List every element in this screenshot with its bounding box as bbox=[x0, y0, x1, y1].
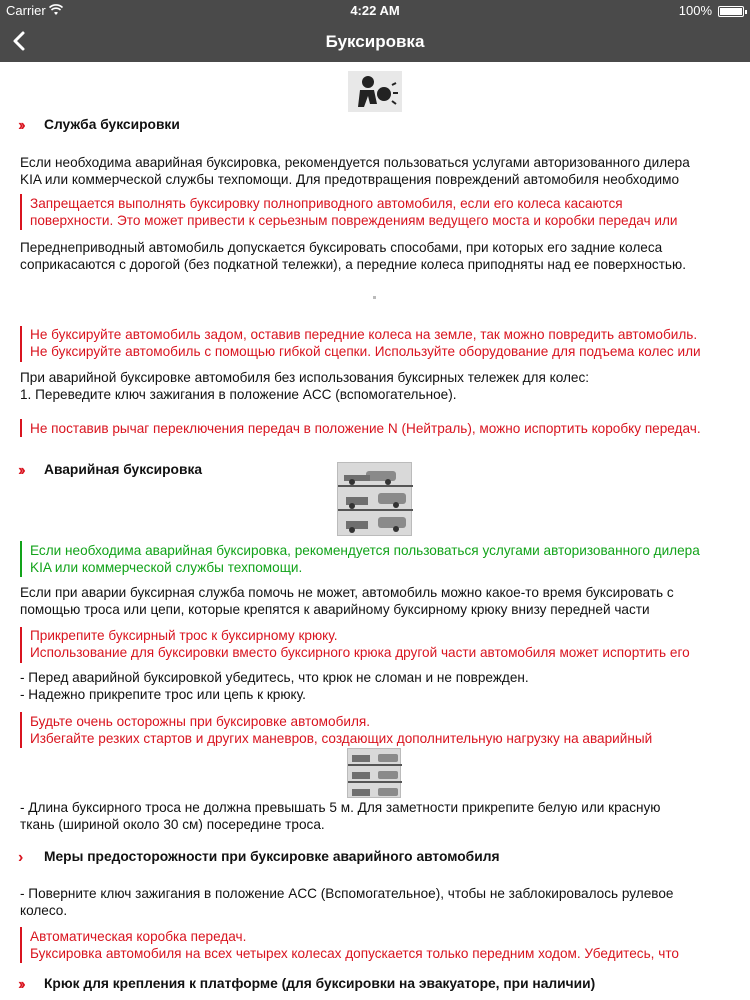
double-chevron-icon: ›› bbox=[18, 976, 23, 993]
section-heading-precautions: › Меры предосторожности при буксировке аварийного автомобиля bbox=[18, 849, 500, 866]
warning-bar bbox=[20, 927, 22, 963]
warning-bar bbox=[20, 627, 22, 663]
tow-truck-illustration bbox=[337, 462, 412, 536]
status-bar bbox=[0, 0, 750, 22]
navigation-bar bbox=[0, 22, 750, 62]
warning-tow-hook: Прикрепите буксирный трос к буксирному крюку. Использование для буксировки вместо буксирного крюка другой части автомобиля может испортить его bbox=[30, 628, 690, 660]
warning-bar bbox=[20, 712, 22, 748]
carrier-label: Carrier bbox=[6, 3, 46, 18]
note-emergency-towing: Если необходима аварийная буксировка, рекомендуется пользоваться услугами авторизованного дилера KIA или коммерческой службы техпомощи. bbox=[30, 543, 700, 575]
double-chevron-icon: ›› bbox=[18, 462, 23, 479]
article-content[interactable] bbox=[0, 62, 750, 1000]
status-time: 4:22 AM bbox=[350, 3, 400, 18]
battery-icon bbox=[718, 6, 744, 17]
precautions-text: - Поверните ключ зажигания в положение ACC (Вспомогательное), чтобы не заблокировалось рулевое колесо. bbox=[20, 886, 674, 918]
tow-hook-checklist: - Перед аварийной буксировкой убедитесь, что крюк не сломан и не поврежден. - Надежно прикрепите трос или цепь к крюку. bbox=[20, 670, 529, 702]
warning-bar bbox=[20, 194, 22, 230]
battery-percent: 100% bbox=[678, 3, 712, 18]
warning-rear-towing: Не буксируйте автомобиль задом, оставив передние колеса на земле, так можно повредить автомобиль. Не буксируйте автомобиль с помощью гибкой сцепки. Используйте оборудование для подъема колес или bbox=[30, 327, 701, 359]
warning-bar bbox=[20, 326, 22, 362]
towing-service-intro: Если необходима аварийная буксировка, рекомендуется пользоваться услугами авторизованного дилера KIA или коммерческой службы техпомощи. Для предотвращения повреждений автомобиля необходимо bbox=[20, 155, 690, 187]
image-placeholder bbox=[373, 296, 376, 299]
section-heading-emergency-towing: ›› Аварийная буксировка bbox=[18, 462, 203, 479]
warning-automatic-transmission: Автоматическая коробка передач. Буксировка автомобиля на всех четырех колесах допускается только передним ходом. Убедитесь, что bbox=[30, 929, 679, 961]
tow-rope-illustration bbox=[347, 748, 401, 798]
chevron-right-icon: › bbox=[18, 849, 21, 866]
warning-careful-towing: Будьте очень осторожны при буксировке автомобиля. Избегайте резких стартов и других маневров, создающих дополнительную нагрузку на аварийный bbox=[30, 714, 653, 746]
section-heading-platform-hook: ›› Крюк для крепления к платформе (для буксировки на эвакуаторе, при наличии) bbox=[18, 976, 596, 993]
emergency-towing-text: Если при аварии буксирная служба помочь не может, автомобиль можно какое-то время буксировать с помощью троса или цепи, которые крепятся к аварийному буксирному крюку внизу передней части bbox=[20, 585, 674, 617]
airbag-warning-icon bbox=[348, 71, 402, 112]
warning-awd-towing: Запрещается выполнять буксировку полноприводного автомобиля, если его колеса касаются поверхности. Это может привести к серьезным повреждениям ведущего моста и коробки передач или bbox=[30, 196, 678, 228]
tow-rope-length-text: - Длина буксирного троса не должна превышать 5 м. Для заметности прикрепите белую или красную ткань (шириной около 30 см) посередине троса. bbox=[20, 800, 661, 832]
warning-neutral-gear: Не поставив рычаг переключения передач в положение N (Нейтраль), можно испортить коробку передач. bbox=[30, 421, 701, 436]
double-chevron-icon: ›› bbox=[18, 117, 23, 134]
no-dolly-instructions: При аварийной буксировке автомобиля без использования буксирных тележек для колес: 1. Переведите ключ зажигания в положение ACC (вспомогательное). bbox=[20, 370, 590, 402]
front-wheel-drive-text: Переднеприводный автомобиль допускается буксировать способами, при которых его задние колеса соприкасаются с дорогой (без подкатной тележки), а передние колеса приподняты над ее поверхностью. bbox=[20, 240, 686, 272]
note-bar bbox=[20, 541, 22, 577]
page-title: Буксировка bbox=[325, 32, 425, 51]
section-heading-towing-service: ›› Служба буксировки bbox=[18, 117, 180, 134]
warning-bar bbox=[20, 419, 22, 437]
